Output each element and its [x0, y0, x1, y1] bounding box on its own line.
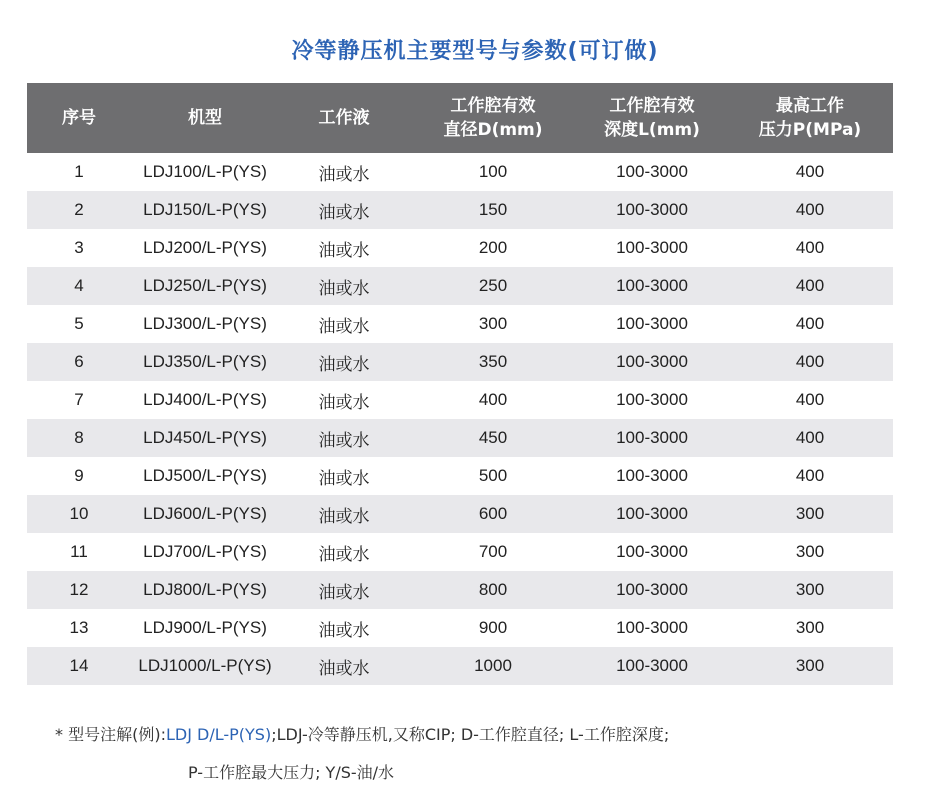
- cell-fluid: 油或水: [318, 468, 370, 488]
- cell-model: LDJ350/L-P(YS): [131, 343, 279, 381]
- cell-pressure: 400: [795, 238, 825, 257]
- table-row: [27, 533, 893, 571]
- model-note: [55, 722, 669, 745]
- cell-diameter: 400: [478, 390, 508, 409]
- cell-pressure: 300: [727, 571, 893, 609]
- header-pressure: [727, 83, 893, 153]
- cell-depth: 100-3000: [577, 495, 727, 533]
- cell-fluid: 油或水: [279, 419, 409, 457]
- header-index-label: 序号: [62, 108, 96, 128]
- header-diameter-line1: 工作腔有效: [450, 96, 536, 116]
- cell-index: 1: [74, 162, 84, 181]
- header-depth-line1: 工作腔有效: [609, 96, 695, 116]
- cell-fluid: 油或水: [318, 316, 370, 336]
- table-body: [27, 153, 893, 685]
- cell-pressure: 400: [727, 419, 893, 457]
- model-note-example: LDJ D/L-P(YS): [165, 725, 272, 744]
- cell-pressure: 400: [727, 343, 893, 381]
- model-note-prefix: * 型号注解(例):: [55, 725, 166, 744]
- cell-depth: 100-3000: [616, 162, 688, 181]
- cell-model: LDJ250/L-P(YS): [131, 267, 279, 305]
- cell-model: LDJ200/L-P(YS): [143, 238, 267, 257]
- cell-pressure: 400: [795, 466, 825, 485]
- cell-pressure: 300: [795, 542, 825, 561]
- cell-depth: 100-3000: [577, 419, 727, 457]
- cell-pressure: 400: [727, 191, 893, 229]
- cell-index: 12: [27, 571, 131, 609]
- cell-model: LDJ450/L-P(YS): [131, 419, 279, 457]
- cell-diameter: 200: [478, 238, 508, 257]
- cell-model: LDJ100/L-P(YS): [143, 162, 267, 181]
- header-depth-line2: 深度L(mm): [604, 120, 700, 140]
- cell-pressure: 400: [795, 390, 825, 409]
- cell-fluid: 油或水: [318, 164, 370, 184]
- cell-model: LDJ500/L-P(YS): [143, 466, 267, 485]
- table-row: [27, 191, 893, 229]
- table-row: [27, 647, 893, 685]
- cell-index: 7: [74, 390, 84, 409]
- cell-diameter: 100: [478, 162, 508, 181]
- cell-pressure: 400: [795, 162, 825, 181]
- cell-diameter: 500: [478, 466, 508, 485]
- cell-model: LDJ900/L-P(YS): [143, 618, 267, 637]
- cell-fluid: 油或水: [318, 392, 370, 412]
- header-pressure-line1: 最高工作: [776, 96, 844, 116]
- model-note-continued: P-工作腔最大压力; Y/S-油/水: [188, 763, 395, 782]
- header-diameter: [409, 83, 577, 153]
- cell-fluid: 油或水: [279, 495, 409, 533]
- table-row: [27, 571, 893, 609]
- cell-model: LDJ150/L-P(YS): [131, 191, 279, 229]
- cell-index: 14: [27, 647, 131, 685]
- cell-pressure: 300: [727, 495, 893, 533]
- cell-diameter: 150: [409, 191, 577, 229]
- header-model: [131, 83, 279, 153]
- cell-index: 2: [27, 191, 131, 229]
- table-row: [27, 495, 893, 533]
- page-title: 冷等静压机主要型号与参数(可订做): [291, 39, 659, 64]
- cell-fluid: 油或水: [279, 571, 409, 609]
- spec-table: [27, 83, 893, 685]
- table-row: [27, 419, 893, 457]
- cell-index: 10: [27, 495, 131, 533]
- cell-diameter: 900: [478, 618, 508, 637]
- table-row: [27, 381, 893, 419]
- cell-diameter: 700: [478, 542, 508, 561]
- table-row: [27, 305, 893, 343]
- cell-diameter: 450: [409, 419, 577, 457]
- cell-model: LDJ700/L-P(YS): [143, 542, 267, 561]
- header-diameter-line2: 直径D(mm): [443, 120, 543, 140]
- cell-depth: 100-3000: [577, 647, 727, 685]
- header-model-label: 机型: [188, 108, 222, 128]
- cell-diameter: 350: [409, 343, 577, 381]
- cell-diameter: 600: [409, 495, 577, 533]
- cell-model: LDJ800/L-P(YS): [131, 571, 279, 609]
- table-row: [27, 229, 893, 267]
- cell-depth: 100-3000: [616, 314, 688, 333]
- cell-depth: 100-3000: [616, 466, 688, 485]
- cell-fluid: 油或水: [318, 620, 370, 640]
- cell-diameter: 1000: [409, 647, 577, 685]
- cell-model: LDJ400/L-P(YS): [143, 390, 267, 409]
- cell-pressure: 400: [795, 314, 825, 333]
- header-fluid-label: 工作液: [318, 108, 370, 128]
- table-row: [27, 343, 893, 381]
- cell-depth: 100-3000: [616, 618, 688, 637]
- cell-model: LDJ600/L-P(YS): [131, 495, 279, 533]
- cell-fluid: 油或水: [279, 343, 409, 381]
- cell-pressure: 300: [727, 647, 893, 685]
- cell-index: 3: [74, 238, 84, 257]
- cell-index: 6: [27, 343, 131, 381]
- cell-fluid: 油或水: [318, 240, 370, 260]
- cell-model: LDJ1000/L-P(YS): [131, 647, 279, 685]
- cell-fluid: 油或水: [279, 647, 409, 685]
- cell-index: 4: [27, 267, 131, 305]
- cell-model: LDJ300/L-P(YS): [143, 314, 267, 333]
- cell-depth: 100-3000: [577, 267, 727, 305]
- cell-depth: 100-3000: [616, 390, 688, 409]
- cell-depth: 100-3000: [616, 542, 688, 561]
- cell-index: 8: [27, 419, 131, 457]
- cell-fluid: 油或水: [279, 191, 409, 229]
- cell-fluid: 油或水: [318, 544, 370, 564]
- table-row: [27, 153, 893, 191]
- cell-diameter: 300: [478, 314, 508, 333]
- header-fluid: [279, 83, 409, 153]
- cell-fluid: 油或水: [279, 267, 409, 305]
- header-row: [27, 83, 893, 153]
- cell-index: 9: [74, 466, 84, 485]
- cell-index: 11: [70, 542, 88, 561]
- table-row: [27, 609, 893, 647]
- table-row: [27, 457, 893, 495]
- cell-depth: 100-3000: [577, 571, 727, 609]
- table-row: [27, 267, 893, 305]
- cell-index: 5: [74, 314, 84, 333]
- header-index: [27, 83, 131, 153]
- cell-index: 13: [69, 618, 89, 637]
- table-header: [27, 83, 893, 153]
- cell-diameter: 800: [409, 571, 577, 609]
- cell-diameter: 250: [409, 267, 577, 305]
- model-note-definitions: ;LDJ-冷等静压机,又称CIP; D-工作腔直径; L-工作腔深度;: [271, 725, 670, 744]
- cell-depth: 100-3000: [577, 191, 727, 229]
- header-pressure-line2: 压力P(MPa): [758, 120, 862, 140]
- cell-pressure: 400: [727, 267, 893, 305]
- cell-pressure: 300: [795, 618, 825, 637]
- cell-depth: 100-3000: [577, 343, 727, 381]
- header-depth: [577, 83, 727, 153]
- cell-depth: 100-3000: [616, 238, 688, 257]
